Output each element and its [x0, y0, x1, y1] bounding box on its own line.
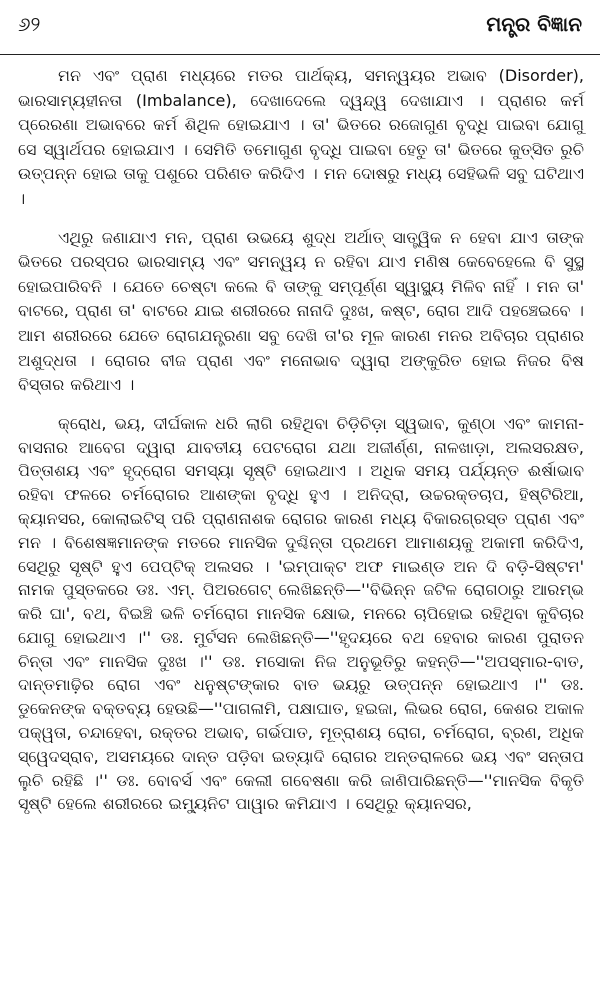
page-header [0, 0, 600, 55]
paragraph-2: ଏଥିରୁ ଜଣାଯାଏ ମନ, ପ୍ରାଣ ଉଭୟେ ଶୁଦ୍ଧ ଅର୍ଥାତ୍ ସାତ୍ତ୍ୱିକ ନ ହେବା ଯାଏ ତାଙ୍କ ଭିତରେ ପରସ୍ପର ଭାରସାମ୍ୟ ଏବଂ ସମନ୍ୱୟ ନ ରହିବା ଯାଏ ମଣିଷ କେବେହେଲେ ବି ସୁସ୍ଥ ହୋଇପାରିବନି । ଯେତେ ଚେଷ୍ଟା କଲେ ବି ତାଙ୍କୁ ସମ୍ପୂର୍ଣ୍ଣ ସ୍ୱାସ୍ଥ୍ୟ ମିଳିବ ନାହିଁ । ମନ ତା' ବାଟରେ, ପ୍ରାଣ ତା' ବାଟରେ ଯାଇ ଶରୀରରେ ନାନାଦି ଦୁଃଖ, କଷ୍ଟ, ରୋଗ ଆଦି ପହଞ୍ଚେଇବେ । ଆମ ଶରୀରରେ ଯେତେ ରୋଗଯନ୍ତ୍ରଣା ସବୁ ଦେଖି ତା'ର ମୂଳ କାରଣ ମନର ଅବିଚାର ପ୍ରାଣର ଅଶୁଦ୍ଧତା । ରୋଗର ବୀଜ ପ୍ରାଣ ଏବଂ ମନୋଭାବ ଦ୍ୱାରା ଅଙ୍କୁରିତ ହୋଇ ନିଜର ବିଷ ବିସ୍ତାର କରିଥାଏ । [18, 227, 584, 395]
running-title: ମନ୍ତ୍ର ବିଜ୍ଞାନ [486, 12, 582, 36]
page-number: ୬୨ [18, 12, 41, 36]
paragraph-1: ମନ ଏବଂ ପ୍ରାଣ ମଧ୍ୟରେ ମତର ପାର୍ଥକ୍ୟ, ସମନ୍ୱୟର ଅଭାବ (Disorder), ଭାରସାମ୍ୟହୀନତା (Imbalance), ଦେଖାଦେଲେ ଦ୍ୱନ୍ଦ୍ୱ ଦେଖାଯାଏ । ପ୍ରାଣର କର୍ମ ପ୍ରେରଣା ଅଭାବରେ କର୍ମ ଶିଥିଳ ହୋଇଯାଏ । ତା' ଭିତରେ ରଜୋଗୁଣ ବୃଦ୍ଧି ପାଇବା ଯୋଗୁ ସେ ସ୍ୱାର୍ଥପର ହୋଇଯାଏ । ସେମିତି ତମୋଗୁଣ ବୃଦ୍ଧି ପାଇବା ହେତୁ ତା' ଭିତରେ କୁତ୍ସିତ ରୁଚି ଉତ୍ପନ୍ନ ହୋଇ ତାକୁ ପଶୁରେ ପରିଣତ କରିଦିଏ । ମନ ଦୋଷରୁ ମଧ୍ୟ ସେହିଭଳି ସବୁ ଘଟିଥାଏ । [18, 66, 584, 208]
page-body [18, 64, 584, 830]
paragraph-3: କ୍ରୋଧ, ଭୟ, ଦୀର୍ଘକାଳ ଧରି ଲାଗି ରହିଥିବା ଚିଡ଼ିଚିଡ଼ା ସ୍ୱଭାବ, କୁଣ୍ଠା ଏବଂ କାମନା-ବାସନାର ଆବେଗ ଦ୍ୱାରା ଯାବତୀୟ ପେଟରୋଗ ଯଥା ଅଜୀର୍ଣ୍ଣ, ନାଳଖାଡ଼ା, ଅଲସରକ୍ଷତ, ପିତ୍ତାଶୟ ଏବଂ ହୃଦ୍‌ରୋଗ ସମସ୍ୟା ସୃଷ୍ଟି ହୋଇଥାଏ । ଅଧିକ ସମୟ ପର୍ଯ୍ୟନ୍ତ ଈର୍ଷାଭାବ ରହିବା ଫଳରେ ଚର୍ମରୋଗର ଆଶଙ୍କା ବୃଦ୍ଧି ହୁଏ । ଅନିଦ୍ରା, ଉଚ୍ଚରକ୍ତଚାପ, ହିଷ୍ଟିରିଆ, କ୍ୟାନସର, କୋଲାଇଟିସ୍ ପରି ପ୍ରାଣନାଶକ ରୋଗର କାରଣ ମଧ୍ୟ ବିକାରଗ୍ରସ୍ତ ପ୍ରାଣ ଏବଂ ମନ । ବିଶେଷଜ୍ଞମାନଙ୍କ ମତରେ ମାନସିକ ଦୁଶ୍ଚିନ୍ତା ପ୍ରଥମେ ଆମାଶୟକୁ ଅକାମୀ କରିଦିଏ, ସେଥିରୁ ସୃଷ୍ଟି ହୁଏ ପେପ୍‌ଟିକ୍ ଅଲସର । 'ଇମ୍ପାକ୍ଟ ଅଫ ମାଇଣ୍ଡ ଅନ ଦି ବଡ଼ି-ସିଷ୍ଟମ' ନାମକ ପୁସ୍ତକରେ ଡଃ. ଏମ୍. ପିଅରଗେଟ୍ ଲେଖିଛନ୍ତି—''ବିଭିନ୍ନ ଜଟିଳ ରୋଗଠାରୁ ଆରମ୍ଭ କରି ଘା', ବଥ, ବିଇଞ୍ଚି ଭଳି ଚର୍ମରୋଗ ମାନସିକ କ୍ଷୋଭ, ମନରେ ଚାପିହୋଇ ରହିଥିବା କୁବିଚାର ଯୋଗୁ ହୋଇଥାଏ ।'' ଡଃ. ମୁର୍ଟସନ ଲେଖିଛନ୍ତି—''ହୃଦୟରେ ବଥ ହେବାର କାରଣ ପୁରାତନ ଚିନ୍ତା ଏବଂ ମାନସିକ ଦୁଃଖ ।'' ଡଃ. ମସୋକା ନିଜ ଅନୁଭୂତିରୁ କହନ୍ତି—''ଅପସ୍ମାର-ବାତ, ଦାନ୍ତମାଢ଼ିର ରୋଗ ଏବଂ ଧନୁଷ୍ଟଙ୍କାର ବାତ ଭୟରୁ ଉତ୍ପନ୍ନ ହୋଇଥାଏ ।'' ଡଃ. ଡୁକେନଙ୍କ ବକ୍ତବ୍ୟ ହେଉଛି—''ପାଗଳାମି, ପକ୍ଷାଘାତ, ହଇଜା, ଲିଭର ରୋଗ, କେଶର ଅକାଳ ପକ୍ୱତା, ଚନ୍ଦାହେବା, ରକ୍ତର ଅଭାବ, ଗର୍ଭପାତ, ମୂତ୍ରାଶୟ ରୋଗ, ଚର୍ମରୋଗ, ବ୍ରଣ, ଅଧିକ ସ୍ୱେଦସ୍ରାବ, ଅସମୟରେ ଦାନ୍ତ ପଡ଼ିବା ଇତ୍ୟାଦି ରୋଗର ଅନ୍ତରାଳରେ ଭୟ ଏବଂ ସନ୍ତାପ ଲୁଚି ରହିଛି ।'' ଡଃ. ବୋବର୍ସ ଏବଂ କେଲୀ ଗବେଷଣା କରି ଜାଣିପାରିଛନ୍ତି—''ମାନସିକ ବିକୃତି ସୃଷ୍ଟି ହେଲେ ଶରୀରରେ ଇମ୍ୟୁନିଟ ପାୱାର କମିଯାଏ । ସେଥିରୁ କ୍ୟାନସର, [18, 413, 584, 814]
